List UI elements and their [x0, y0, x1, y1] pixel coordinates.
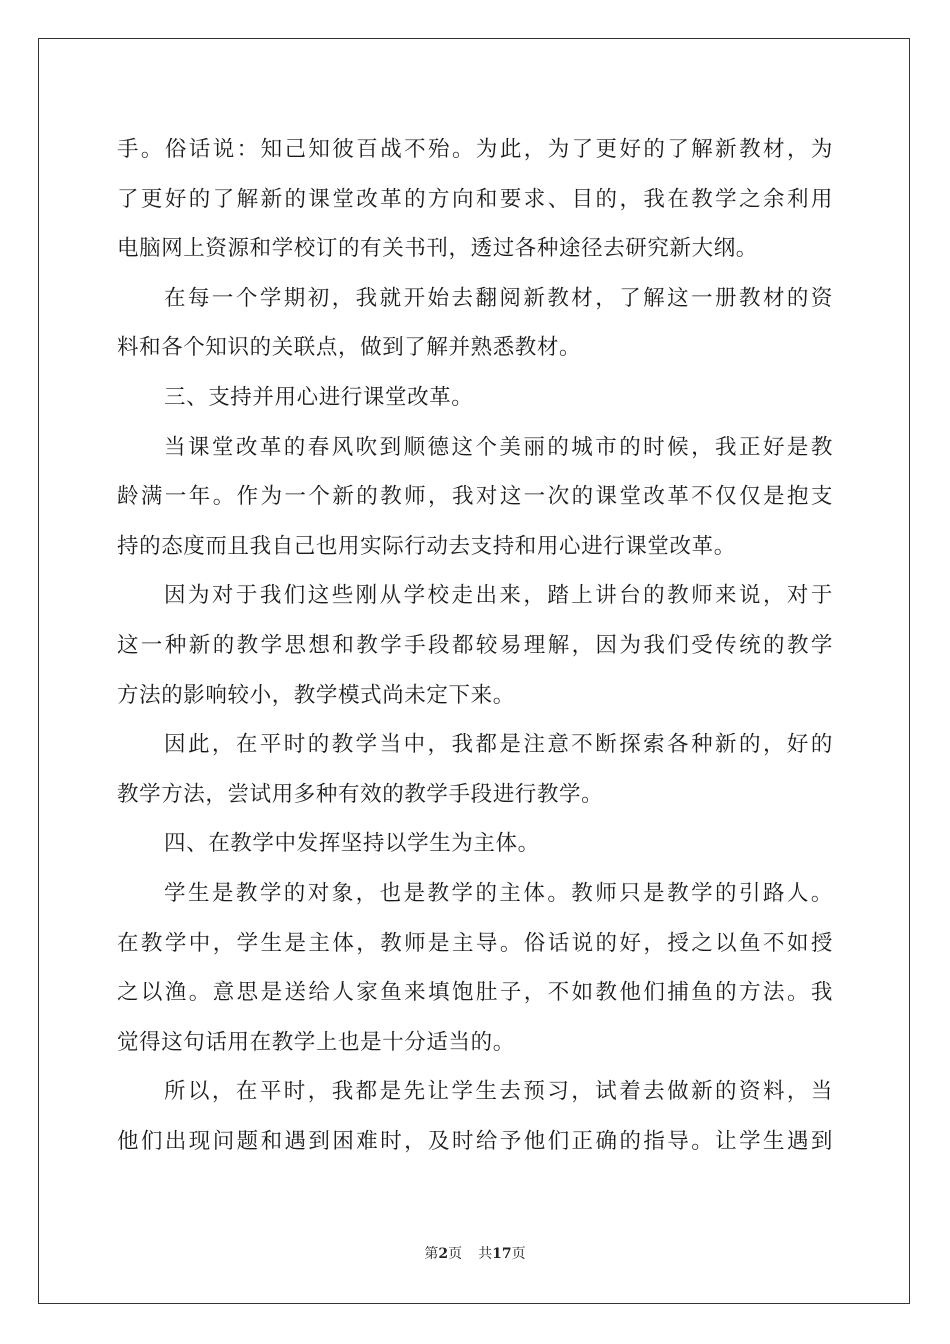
- text-line: 了更好的了解新的课堂改革的方向和要求、目的，我在教学之余利用: [117, 186, 833, 212]
- text-line: 电脑网上资源和学校订的有关书刊，透过各种途径去研究新大纲。: [117, 236, 758, 262]
- text-line: 因为对于我们这些刚从学校走出来，踏上讲台的教师来说，对于: [164, 583, 833, 609]
- document-body: [117, 125, 833, 1166]
- text-line: 手。俗话说：知己知彼百战不殆。为此，为了更好的了解新教材，为: [117, 137, 833, 162]
- text-line: 所以，在平时，我都是先让学生去预习，试着去做新的资料，当: [164, 1079, 833, 1105]
- text-line: 教学方法，尝试用多种有效的教学手段进行教学。: [117, 781, 604, 807]
- text-line: 觉得这句话用在教学上也是十分适当的。: [117, 1029, 515, 1055]
- total-suffix: 页: [511, 1246, 526, 1262]
- text-line: 因此，在平时的教学当中，我都是注意不断探索各种新的，好的: [164, 732, 833, 758]
- text-line: 方法的影响较小，教学模式尚未定下来。: [117, 682, 515, 708]
- text-line: 料和各个知识的关联点，做到了解并熟悉教材。: [117, 335, 582, 361]
- text-line: 当课堂改革的春风吹到顺德这个美丽的城市的时候，我正好是教: [164, 434, 833, 460]
- total-pages: 17: [492, 1246, 512, 1262]
- text-line: 在教学中，学生是主体，教师是主导。俗话说的好，授之以鱼不如授: [117, 930, 833, 956]
- text-line: 龄满一年。作为一个新的教师，我对这一次的课堂改革不仅仅是抱支: [117, 484, 833, 510]
- text-line: 在每一个学期初，我就开始去翻阅新教材，了解这一册教材的资: [164, 285, 833, 311]
- page-prefix: 第: [424, 1246, 439, 1262]
- text-line: 这一种新的教学思想和教学手段都较易理解，因为我们受传统的教学: [117, 632, 833, 658]
- page-suffix: 页: [448, 1246, 463, 1262]
- text-line: 三、支持并用心进行课堂改革。: [164, 384, 474, 410]
- text-line: 他们出现问题和遇到困难时，及时给予他们正确的指导。让学生遇到: [117, 1128, 833, 1154]
- page-footer: [0, 1244, 950, 1264]
- text-line: 持的态度而且我自己也用实际行动去支持和用心进行课堂改革。: [117, 533, 736, 559]
- total-prefix: 共: [478, 1246, 493, 1262]
- page-number: 2: [438, 1246, 449, 1262]
- text-line: 学生是教学的对象，也是教学的主体。教师只是教学的引路人。: [164, 880, 833, 906]
- text-line: 四、在教学中发挥坚持以学生为主体。: [164, 831, 540, 857]
- text-line: 之以渔。意思是送给人家鱼来填饱肚子，不如教他们捕鱼的方法。我: [117, 980, 833, 1006]
